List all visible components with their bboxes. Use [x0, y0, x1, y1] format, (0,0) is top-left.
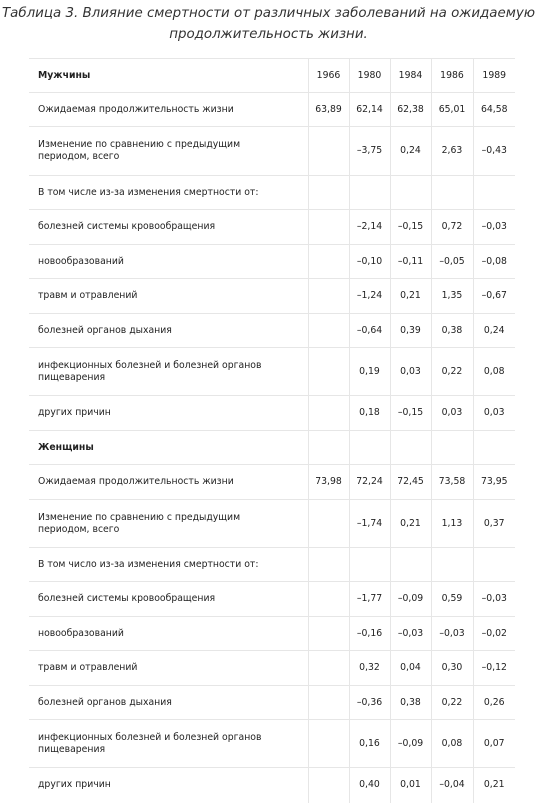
- value-cell: –0,15: [390, 396, 431, 431]
- value-cell: 0,21: [390, 279, 431, 314]
- year-header: 1986: [431, 59, 473, 93]
- value-cell: [308, 768, 349, 803]
- caption-line-1: Таблица 3. Влияние смертности от различных заболеваний на ожидаемую: [1, 6, 536, 21]
- value-cell: 65,01: [431, 93, 473, 127]
- value-cell: [308, 651, 349, 686]
- value-cell: 0,37: [473, 500, 515, 548]
- value-cell: 73,98: [308, 465, 349, 500]
- table-row: [29, 500, 515, 548]
- row-label: болезней системы кровообращения: [29, 582, 308, 617]
- value-cell: 0,24: [473, 314, 515, 348]
- value-cell: 0,38: [390, 686, 431, 720]
- value-cell: [349, 548, 390, 582]
- table-row: [29, 348, 515, 396]
- value-cell: 1,35: [431, 279, 473, 314]
- value-cell: 0,22: [431, 348, 473, 396]
- value-cell: –0,11: [390, 245, 431, 279]
- table-row: [29, 210, 515, 245]
- value-cell: [308, 245, 349, 279]
- table-row: [29, 245, 515, 279]
- row-label: новообразований: [29, 245, 308, 279]
- value-cell: 72,45: [390, 465, 431, 500]
- value-cell: –0,03: [473, 582, 515, 617]
- value-cell: –0,67: [473, 279, 515, 314]
- value-cell: –0,03: [390, 617, 431, 651]
- value-cell: 0,03: [431, 396, 473, 431]
- value-cell: 0,24: [390, 127, 431, 176]
- value-cell: 72,24: [349, 465, 390, 500]
- year-header: 1966: [308, 59, 349, 93]
- value-cell: [390, 548, 431, 582]
- table-row: [29, 617, 515, 651]
- value-cell: [308, 279, 349, 314]
- empty-cell: [349, 431, 390, 465]
- year-header: 1989: [473, 59, 515, 93]
- value-cell: –0,16: [349, 617, 390, 651]
- value-cell: 0,72: [431, 210, 473, 245]
- value-cell: 0,08: [473, 348, 515, 396]
- value-cell: 0,04: [390, 651, 431, 686]
- value-cell: [308, 314, 349, 348]
- value-cell: –0,05: [431, 245, 473, 279]
- value-cell: 0,03: [390, 348, 431, 396]
- value-cell: 0,08: [431, 720, 473, 768]
- value-cell: –0,36: [349, 686, 390, 720]
- table-caption: [0, 0, 537, 45]
- value-cell: [308, 720, 349, 768]
- value-cell: –1,77: [349, 582, 390, 617]
- value-cell: 0,07: [473, 720, 515, 768]
- mortality-table: [29, 58, 515, 803]
- value-cell: –0,08: [473, 245, 515, 279]
- table-row: [29, 93, 515, 127]
- value-cell: [473, 176, 515, 210]
- row-label: болезней органов дыхания: [29, 314, 308, 348]
- empty-cell: [308, 431, 349, 465]
- table-row: [29, 582, 515, 617]
- value-cell: 0,30: [431, 651, 473, 686]
- table-row: [29, 465, 515, 500]
- row-label: В том число из-за изменения смертности от:: [29, 548, 308, 582]
- value-cell: 0,22: [431, 686, 473, 720]
- table-row: [29, 279, 515, 314]
- table-row: [29, 686, 515, 720]
- empty-cell: [390, 431, 431, 465]
- row-label: травм и отравлений: [29, 651, 308, 686]
- value-cell: 0,21: [390, 500, 431, 548]
- section-title: Мужчины: [29, 59, 308, 93]
- value-cell: 62,14: [349, 93, 390, 127]
- table-row: [29, 720, 515, 768]
- year-header: 1980: [349, 59, 390, 93]
- value-cell: –0,09: [390, 720, 431, 768]
- value-cell: –0,64: [349, 314, 390, 348]
- row-label: Изменение по сравнению с предыдущим периодом, всего: [29, 127, 308, 176]
- value-cell: –0,03: [473, 210, 515, 245]
- value-cell: –0,04: [431, 768, 473, 803]
- value-cell: 0,03: [473, 396, 515, 431]
- value-cell: [308, 582, 349, 617]
- row-label: других причин: [29, 768, 308, 803]
- value-cell: –0,10: [349, 245, 390, 279]
- value-cell: 0,38: [431, 314, 473, 348]
- table-row: [29, 548, 515, 582]
- value-cell: [308, 176, 349, 210]
- table-row: [29, 768, 515, 803]
- value-cell: 0,21: [473, 768, 515, 803]
- value-cell: –0,02: [473, 617, 515, 651]
- value-cell: [308, 348, 349, 396]
- table-row: [29, 127, 515, 176]
- table-row: [29, 176, 515, 210]
- value-cell: –0,43: [473, 127, 515, 176]
- table-row: [29, 314, 515, 348]
- value-cell: 0,39: [390, 314, 431, 348]
- row-label: инфекционных болезней и болезней органов пищеварения: [29, 720, 308, 768]
- section-title: Женщины: [29, 431, 308, 465]
- year-header: 1984: [390, 59, 431, 93]
- value-cell: [473, 548, 515, 582]
- row-label: новообразований: [29, 617, 308, 651]
- row-label: Ожидаемая продолжительность жизни: [29, 93, 308, 127]
- caption-line-2: продолжительность жизни.: [169, 27, 368, 42]
- value-cell: 63,89: [308, 93, 349, 127]
- value-cell: [431, 548, 473, 582]
- row-label: Ожидаемая продолжительность жизни: [29, 465, 308, 500]
- row-label: болезней органов дыхания: [29, 686, 308, 720]
- table-row: [29, 651, 515, 686]
- value-cell: 64,58: [473, 93, 515, 127]
- value-cell: –1,74: [349, 500, 390, 548]
- row-label: болезней системы кровообращения: [29, 210, 308, 245]
- value-cell: 0,16: [349, 720, 390, 768]
- value-cell: –0,09: [390, 582, 431, 617]
- value-cell: 73,58: [431, 465, 473, 500]
- value-cell: –0,12: [473, 651, 515, 686]
- value-cell: [308, 686, 349, 720]
- empty-cell: [473, 431, 515, 465]
- value-cell: –2,14: [349, 210, 390, 245]
- value-cell: [308, 127, 349, 176]
- value-cell: 0,59: [431, 582, 473, 617]
- value-cell: 1,13: [431, 500, 473, 548]
- row-label: Изменение по сравнению с предыдущим периодом, всего: [29, 500, 308, 548]
- table-row: [29, 396, 515, 431]
- value-cell: [349, 176, 390, 210]
- value-cell: [390, 176, 431, 210]
- value-cell: –0,15: [390, 210, 431, 245]
- value-cell: [431, 176, 473, 210]
- section-header-row: [29, 431, 515, 465]
- value-cell: –3,75: [349, 127, 390, 176]
- row-label: инфекционных болезней и болезней органов пищеварения: [29, 348, 308, 396]
- value-cell: [308, 548, 349, 582]
- row-label: других причин: [29, 396, 308, 431]
- value-cell: [308, 396, 349, 431]
- value-cell: 0,26: [473, 686, 515, 720]
- value-cell: 0,01: [390, 768, 431, 803]
- table-body: [29, 59, 515, 803]
- value-cell: [308, 500, 349, 548]
- row-label: В том числе из-за изменения смертности от:: [29, 176, 308, 210]
- value-cell: 0,32: [349, 651, 390, 686]
- value-cell: 73,95: [473, 465, 515, 500]
- row-label: травм и отравлений: [29, 279, 308, 314]
- value-cell: 2,63: [431, 127, 473, 176]
- value-cell: [308, 617, 349, 651]
- section-header-row: [29, 59, 515, 93]
- value-cell: 0,40: [349, 768, 390, 803]
- empty-cell: [431, 431, 473, 465]
- value-cell: [308, 210, 349, 245]
- value-cell: 0,19: [349, 348, 390, 396]
- value-cell: 62,38: [390, 93, 431, 127]
- value-cell: –0,03: [431, 617, 473, 651]
- value-cell: –1,24: [349, 279, 390, 314]
- value-cell: 0,18: [349, 396, 390, 431]
